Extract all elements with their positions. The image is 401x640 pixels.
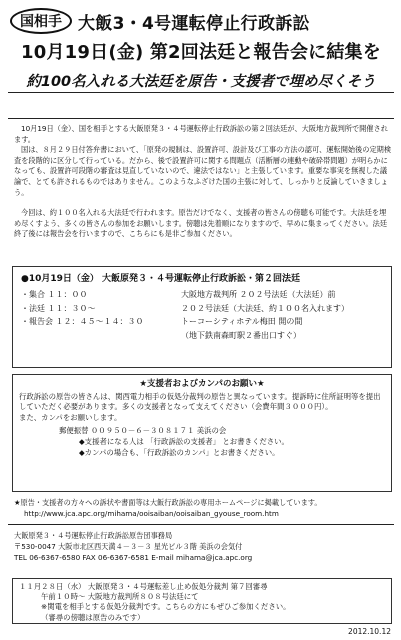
org-address: 〒530-0047 大阪市北区西天満４－３－３ 星光ビル３階 美浜の会気付 xyxy=(14,542,243,551)
intro-divider xyxy=(8,118,394,119)
schedule-value: ２０２号法廷（大法廷、約１００名入れます） xyxy=(181,303,349,313)
defendant-badge: 国相手 xyxy=(10,8,72,34)
next-hearing-time: 午前１０時～ 大阪地方裁判所８０８号法廷にて xyxy=(41,592,199,602)
org-name: 大飯原発３・４号運転停止行政訴訟原告団事務局 xyxy=(14,531,173,540)
schedule-row xyxy=(21,329,383,343)
next-hearing-note: （審尋の傍聴は原告のみです） xyxy=(41,612,145,622)
document-date: 2012.10.12 xyxy=(348,627,391,636)
schedule-label: ・集合 １１：００ xyxy=(21,290,88,299)
header-divider xyxy=(8,92,394,93)
org-divider xyxy=(8,524,394,525)
intro-section xyxy=(14,124,392,240)
schedule-value: （地下鉄南森町駅２番出口すぐ） xyxy=(181,330,301,340)
website-notice xyxy=(14,498,392,519)
intro-paragraph: 今回は、約１００名入れる大法廷で行われます。原告だけでなく、支援者の皆さんの傍聴も可能です。大法廷を埋め尽くすよう、多くの皆さんの参加をお願いします。傍聴は先着順になりますので、早めに集まってください。法廷終了後には報告会を行いますので、こちらにも是非ご参加ください。 xyxy=(14,208,388,239)
schedule-label: ・報告会 １２：４５～１４：３０ xyxy=(21,317,144,326)
intro-paragraph: 10月19日（金）、国を相手とする大飯原発３・４号運転停止行政訴訟の第２回法廷が、大阪地方裁判所で開催されます。 xyxy=(14,124,388,144)
headline: 10月19日(金) 第2回法廷と報告会に結集を xyxy=(21,42,381,63)
support-instruction: ◆支援者になる人は 「行政訴訟の支援者」 とお書きください。 xyxy=(79,436,289,446)
support-box xyxy=(12,374,392,492)
support-title: ★支援者およびカンパのお願い★ xyxy=(139,379,265,389)
org-contact: TEL 06-6367-6580 FAX 06-6367-6581 E-mail mihama@jca.apc.org xyxy=(14,553,253,562)
support-text: 行政訴訟の原告の皆さんは、関西電力相手の仮処分裁判の原告と異なっています。提訴時に住所証明等を提出していただく必要があります。多くの支援者となって支えてください（会費年間３０００円）。 xyxy=(19,391,381,412)
schedule-value: 大阪地方裁判所 ２０２号法廷（大法廷）前 xyxy=(181,290,336,299)
case-title: 大飯3・4号運転停止行政訴訟 xyxy=(78,13,310,34)
schedule-label xyxy=(21,329,181,343)
website-url[interactable]: http://www.jca.apc.org/mihama/ooisaiban/ooisaiban_gyouse_room.htm xyxy=(24,508,279,518)
schedule-box xyxy=(12,266,392,368)
schedule-row xyxy=(21,288,383,302)
postal-account: 郵便振替 ００９５０－６－３０８１７１ 美浜の会 xyxy=(59,426,227,436)
schedule-row xyxy=(21,315,383,329)
organization-info xyxy=(14,530,392,563)
donation-instruction: ◆カンパの場合も、「行政訴訟のカンパ」とお書きください。 xyxy=(79,447,280,457)
schedule-row xyxy=(21,302,383,316)
next-hearing-note: ※関電を相手とする仮処分裁判です。こちらの方にもぜひご参加ください。 xyxy=(41,602,291,612)
next-hearing-title: １１月２８日（水） 大飯原発３・４号運転差し止め仮処分裁判 第７回審尋 xyxy=(19,582,268,591)
schedule-label: ・法廷 １１：３０～ xyxy=(21,303,96,313)
subheadline: 約100名入れる大法廷を原告・支援者で埋め尽くそう xyxy=(26,74,376,90)
schedule-value: トーコーシティホテル梅田 開の間 xyxy=(181,317,303,326)
schedule-title: ●10月19日（金） 大飯原発３・４号運転停止行政訴訟・第２回法廷 xyxy=(21,274,301,284)
intro-paragraph: 国は、８月２９日付答弁書において、「原発の規制は、設置許可、設計及び工事の方法の認可、運転開始後の定期検査を段階的に区分して行っている。だから、後で設置許可に関する問題点（活断層の連動や破砕帯問題）が明らかになっても、設置許可段階の審査は見直していないので、違法ではない」と主張しています。重要な事実を無視した議論で、とても許されるものではありません。このようなふざけた国の主張に対して、しっかりと反論していきましょう。 xyxy=(14,145,392,197)
next-hearing-box xyxy=(12,578,392,624)
header-title-row xyxy=(10,6,310,36)
website-notice-text: ★原告・支援者の方々への訴状や書面等は大飯行政訴訟の専用ホームページに掲載しています。 xyxy=(14,498,322,507)
support-text: また、カンパをお願いします。 xyxy=(19,412,122,422)
